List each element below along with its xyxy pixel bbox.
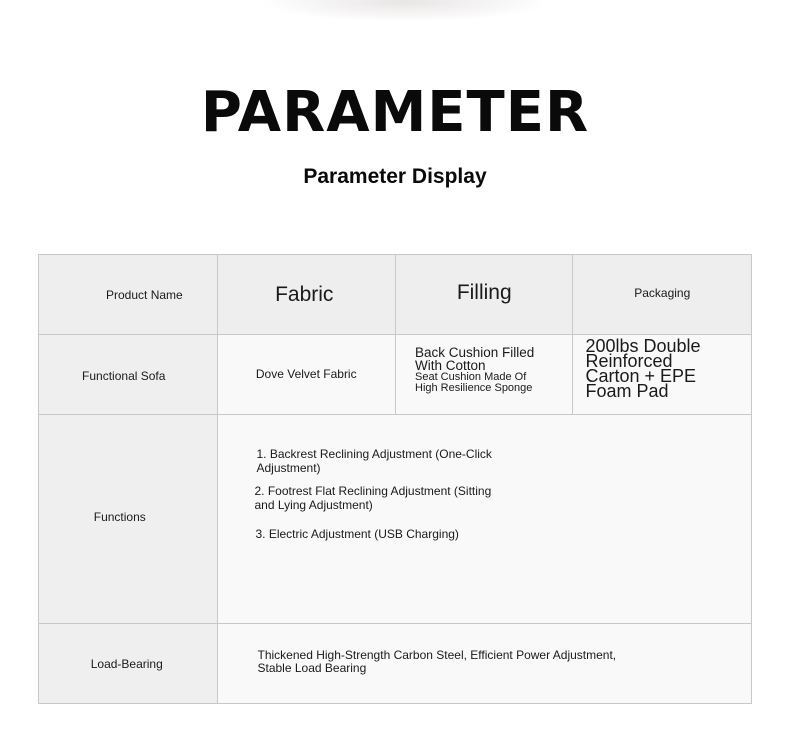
- cell-fabric: [217, 335, 396, 415]
- header-filling: Filling: [456, 280, 512, 304]
- header-cell-fabric: [217, 255, 396, 335]
- packaging-line-3: Carton + EPE: [585, 365, 697, 386]
- table-row: [39, 624, 752, 704]
- cell-load-bearing-label: [39, 624, 218, 704]
- cell-load-bearing-value: [217, 624, 752, 704]
- page-subtitle: Parameter Display: [303, 165, 487, 188]
- product-name-value: Functional Sofa: [82, 368, 166, 383]
- header-fabric: Fabric: [275, 282, 334, 306]
- filling-line-3: Seat Cushion Made Of: [415, 370, 527, 383]
- functions-label: Functions: [93, 510, 146, 524]
- load-bearing-value: Thickened High-Strength Carbon Steel, Efficient Power Adjustment, Stable Load Bearing: [257, 647, 617, 675]
- cell-functions-value: [217, 415, 752, 624]
- table-header-row: [39, 255, 752, 335]
- filling-value: [396, 346, 572, 394]
- packaging-line-1: 200lbs Double: [585, 335, 701, 356]
- cell-product-name: [39, 335, 218, 415]
- packaging-line-2: Reinforced: [585, 350, 673, 371]
- decorative-glow: [260, 0, 550, 22]
- header-product-name: Product Name: [106, 287, 183, 302]
- packaging-line-4: Foam Pad: [585, 380, 669, 401]
- table-row: [39, 415, 752, 624]
- function-item-2: 2. Footrest Flat Reclining Adjustment (Sitting and Lying Adjustment): [254, 484, 492, 512]
- filling-line-1: Back Cushion Filled: [415, 344, 535, 360]
- header-cell-filling: [396, 255, 573, 335]
- filling-line-2: With Cotton: [415, 357, 486, 373]
- cell-filling: [396, 335, 573, 415]
- cell-packaging: [573, 335, 752, 415]
- function-item-1: 1. Backrest Reclining Adjustment (One-Click Adjustment): [256, 447, 492, 475]
- function-item-3: 3. Electric Adjustment (USB Charging): [255, 527, 459, 541]
- page-title: PARAMETER: [200, 80, 590, 145]
- table-row: [39, 335, 752, 415]
- header-cell-packaging: [573, 255, 752, 335]
- filling-line-4: High Resilience Sponge: [415, 381, 533, 394]
- header-packaging: Packaging: [634, 285, 691, 300]
- header-cell-product-name: [39, 255, 218, 335]
- functions-list: [218, 447, 752, 541]
- packaging-value: [573, 335, 751, 401]
- parameter-table: [38, 254, 752, 704]
- load-bearing-label: Load-Bearing: [90, 656, 163, 671]
- cell-functions-label: [39, 415, 218, 624]
- fabric-value: Dove Velvet Fabric: [255, 366, 357, 381]
